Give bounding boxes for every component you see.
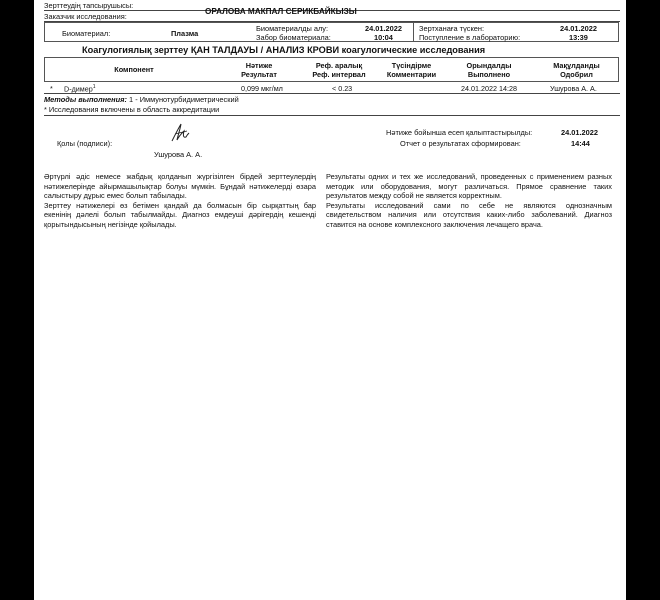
accreditation-note: * Исследования включены в область аккредитации <box>44 105 220 114</box>
note-ru-2: Результаты исследований сами по себе не являются однозначным свидетельством наличия или отсутствия каких-либо заболеваний. Диагноз ставится на основе комплексного заключения лечащего врача. <box>326 200 612 229</box>
divider <box>44 93 620 94</box>
ref-interval-value: < 0.23 <box>332 84 353 93</box>
report-time: 14:44 <box>571 139 590 148</box>
collection-time: 10:04 <box>374 33 393 42</box>
methods-line <box>44 95 239 104</box>
received-label-kz: Зертханаға түскен: <box>419 24 485 33</box>
biomaterial-box <box>44 22 619 42</box>
divider <box>413 22 414 42</box>
accreditation-marker: * <box>50 84 53 93</box>
signature-label: Қолы (подписи): <box>57 139 113 148</box>
column-header-result: Нәтиже Результат <box>241 61 277 79</box>
methods-text: 1 - Иммунотурбидиметрический <box>129 95 239 104</box>
collection-label-ru: Забор биоматериала: <box>256 33 331 42</box>
received-date: 24.01.2022 <box>560 24 597 33</box>
done-value: 24.01.2022 14:28 <box>461 84 517 93</box>
received-time: 13:39 <box>569 33 588 42</box>
customer-label-kz: Зерттеудің тапсырушысы: <box>44 1 134 10</box>
column-header-approved: Мақұлданды Одобрил <box>553 61 600 79</box>
collection-label-kz: Биоматериалды алу: <box>256 24 329 33</box>
notes-ru <box>326 172 612 230</box>
note-kz-1: Әртүрлі әдіс немесе жабдық қолданып жүргізілген бірдей зерттеулердің нәтижелерінде айырмашылықтар болуы мүмкін. Бұндай нәтижелерді өзара салыстыру дұрыс емес болып табылады. <box>44 172 316 201</box>
report-label-kz: Нәтиже бойынша есеп қалыптастырылды: <box>386 128 533 137</box>
divider <box>44 115 620 116</box>
component-name: D-димер$^1$ <box>64 84 96 94</box>
report-label-ru: Отчет о результатах сформирован: <box>400 139 521 148</box>
section-title: Коагулогиялық зерттеу ҚАН ТАЛДАУЫ / АНАЛИЗ КРОВИ коагулогические исследования <box>82 45 486 55</box>
notes-kz <box>44 172 316 230</box>
column-header-comment: Түсіндірме Комментарии <box>386 61 437 79</box>
customer-label-ru: Заказчик исследования: <box>44 12 127 21</box>
handwritten-signature <box>169 121 191 145</box>
collection-date: 24.01.2022 <box>365 24 402 33</box>
lab-report-page <box>34 0 626 600</box>
report-date: 24.01.2022 <box>561 128 598 137</box>
biomaterial-label: Биоматериал: <box>62 29 111 38</box>
received-label-ru: Поступление в лабораторию: <box>419 33 521 42</box>
column-header-component: Компонент <box>114 65 154 74</box>
methods-label: Методы выполнения: <box>44 95 127 104</box>
signature-name: Ушурова А. А. <box>154 150 203 159</box>
column-header-done: Орындалды Выполнено <box>466 61 512 79</box>
note-ru-1: Результаты одних и тех же исследований, проведенных с применением разных методик или оборудования, могут различаться. Прямое сравнение таких результатов между собой не является корректным. <box>326 172 612 201</box>
result-value: 0,099 мкг/мл <box>241 84 283 93</box>
biomaterial-value: Плазма <box>171 29 199 38</box>
column-header-ref-interval: Реф. аралық Реф. интервал <box>312 61 366 79</box>
approved-value: Ушурова А. А. <box>550 84 597 93</box>
patient-name: ОРАЛОВА МАКПАЛ СЕРИКБАЙКЫЗЫ <box>205 7 357 16</box>
note-kz-2: Зерттеу нәтижелері өз бетімен қандай да болмасын бір сырқаттың бар екенінің дәлелі болып табылмайды. Диагноз емдеуші дәрігердің кешенді қорытындысының негізінде қойылады. <box>44 200 316 229</box>
